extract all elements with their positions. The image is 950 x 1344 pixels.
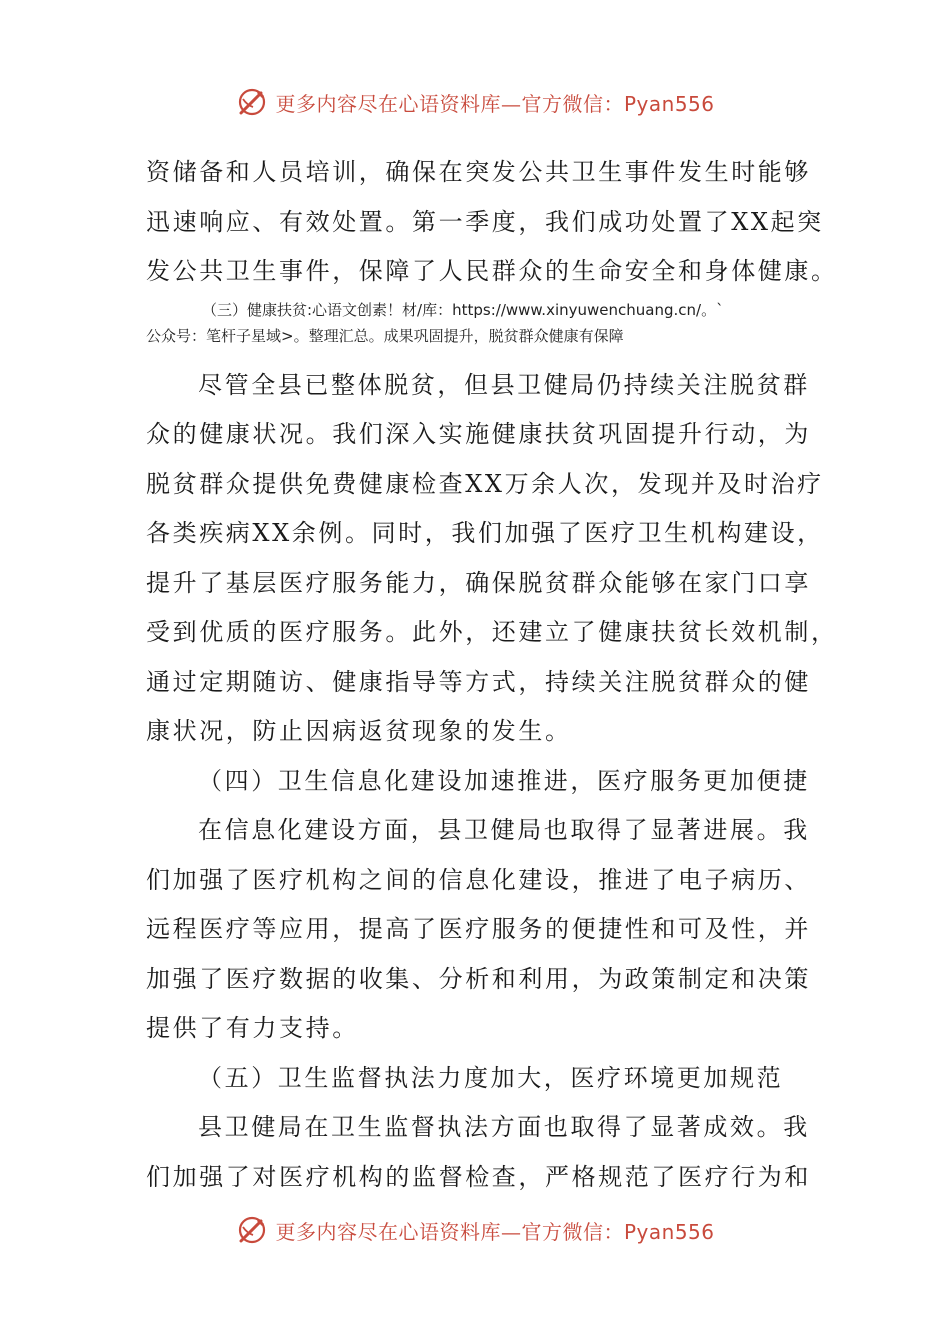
header-banner-text [275, 88, 714, 117]
body-line: 们加强了对医疗机构的监督检查，严格规范了医疗行为和 [146, 1162, 811, 1191]
body-line: 远程医疗等应用，提高了医疗服务的便捷性和可及性，并 [146, 915, 811, 943]
body-line: 众的健康状况。我们深入实施健康扶贫巩固提升行动，为 [146, 420, 811, 448]
body-line: 资储备和人员培训，确保在突发公共卫生事件发生时能够 [146, 158, 811, 186]
section-5-heading: （五）卫生监督执法力度加大，医疗环境更加规范 [198, 1063, 784, 1092]
body-line: 发公共卫生事件，保障了人民群众的生命安全和身体健康。 [146, 257, 838, 285]
body-line: 们加强了医疗机构之间的信息化建设，推进了电子病历、 [146, 865, 811, 894]
section-3-note-line: （三）健康扶贫:心语文创素！材/库：https://www.xinyuwenchuang.cn/。` [202, 300, 724, 319]
header-banner-label: 更多内容尽在心语资料库—官方微信： [275, 91, 624, 116]
section-4-heading: （四）卫生信息化建设加速推进，医疗服务更加便捷 [198, 766, 810, 795]
body-line: 在信息化建设方面，县卫健局也取得了显著进展。我 [198, 816, 810, 844]
header-banner [0, 82, 950, 122]
footer-banner [0, 1210, 950, 1250]
footer-banner-text [275, 1216, 714, 1245]
body-line: 脱贫群众提供免费健康检查XX万余人次，发现并及时治疗 [146, 469, 824, 498]
body-line: 通过定期随访、健康指导等方式，持续关注脱贫群众的健 [146, 667, 811, 696]
footer-wechat-id: Pyan556 [623, 1219, 715, 1244]
section-3-note-line: 公众号：笔杆子星域>。整理汇总。成果巩固提升，脱贫群众健康有保障 [146, 326, 624, 345]
body-line: 提升了基层医疗服务能力，确保脱贫群众能够在家门口享 [146, 568, 811, 597]
footer-banner-label: 更多内容尽在心语资料库—官方微信： [275, 1219, 624, 1244]
header-wechat-id: Pyan556 [623, 91, 715, 116]
body-line: 加强了医疗数据的收集、分析和利用，为政策制定和决策 [146, 964, 811, 993]
body-line: 各类疾病XX余例。同时，我们加强了医疗卫生机构建设， [146, 519, 824, 547]
body-line: 受到优质的医疗服务。此外，还建立了健康扶贫长效机制， [146, 618, 838, 646]
body-line: 康状况，防止因病返贫现象的发生。 [146, 717, 572, 745]
pen-logo-icon [235, 1213, 269, 1247]
body-line: 县卫健局在卫生监督执法方面也取得了显著成效。我 [198, 1113, 810, 1141]
body-line: 迅速响应、有效处置。第一季度，我们成功处置了XX起突 [146, 207, 824, 236]
document-body [146, 148, 838, 1202]
body-line: 提供了有力支持。 [146, 1014, 359, 1042]
body-line: 尽管全县已整体脱贫，但县卫健局仍持续关注脱贫群 [198, 370, 810, 399]
pen-logo-icon [235, 85, 269, 119]
